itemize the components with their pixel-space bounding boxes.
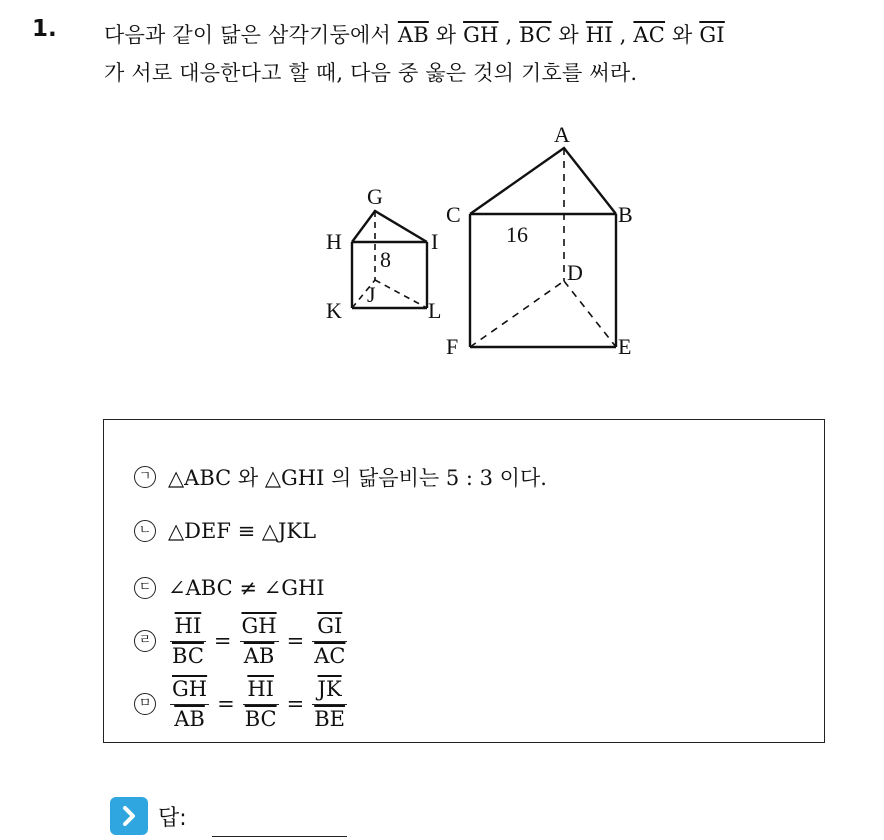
fraction-denominator: AB: [174, 707, 205, 731]
fraction-numerator: $\overline{JK}$: [317, 677, 342, 701]
fraction-denominator: BC: [172, 644, 204, 668]
vertex-label-H: H: [326, 229, 342, 254]
fraction-numerator: $\overline{HI}$: [247, 677, 274, 701]
large-prism-hidden-edges: [470, 148, 616, 347]
choice-3: [134, 576, 325, 600]
answer-blank-input[interactable]: [212, 836, 347, 837]
fraction: [243, 678, 279, 730]
fraction-denominator: BE: [314, 707, 345, 731]
chevron-right-icon: [110, 797, 148, 835]
vertex-label-B: B: [618, 202, 633, 227]
question-text-fragment: 와: [551, 23, 586, 47]
answer-label: 답:: [158, 805, 187, 831]
question-number: 1.: [32, 16, 57, 42]
vertex-label-A: A: [554, 122, 570, 147]
vertex-label-D: D: [567, 260, 583, 285]
vertex-label-C: C: [446, 202, 461, 227]
equals-sign: =: [213, 629, 232, 653]
edge-length-label-small: 8: [380, 247, 391, 272]
vertex-label-L: L: [428, 298, 442, 323]
fraction-bar: [243, 704, 279, 705]
fraction-bar: [312, 641, 347, 642]
fraction-denominator: AB: [243, 644, 275, 668]
segment-name: $\overline{HI}$: [585, 23, 613, 47]
fraction: [170, 615, 206, 667]
segment-name: $\overline{GH}$: [463, 23, 499, 47]
fraction-bar: [170, 641, 206, 642]
fraction-bar: [240, 641, 279, 642]
choice-1: [134, 462, 547, 492]
vertex-label-I: I: [431, 229, 439, 254]
choice-marker: ㄹ: [134, 630, 156, 652]
equals-sign: =: [286, 692, 305, 716]
hidden-edge-FD: [470, 281, 564, 347]
fraction-numerator: $\overline{GI}$: [317, 614, 343, 638]
choice-4: [134, 615, 349, 667]
segment-name: $\overline{AB}$: [397, 23, 429, 47]
hidden-edge-DE: [564, 281, 616, 347]
fraction: [312, 615, 347, 667]
vertex-label-J: J: [367, 282, 376, 307]
fraction-numerator: $\overline{GH}$: [172, 677, 208, 701]
segment-name: $\overline{GI}$: [699, 23, 725, 47]
choice-marker: ㄷ: [134, 577, 156, 599]
question-line-2: 가 서로 대응한다고 할 때, 다음 중 옳은 것의 기호를 써라.: [104, 61, 638, 85]
small-prism-top-triangle: [352, 211, 427, 242]
choice-5: [134, 678, 349, 730]
segment-name: $\overline{BC}$: [519, 23, 552, 47]
equals-sign: =: [217, 692, 235, 716]
vertex-label-K: K: [326, 298, 342, 323]
choice-marker: ㄴ: [134, 520, 156, 542]
large-prism-top-triangle: [470, 148, 616, 214]
vertex-label-F: F: [446, 334, 459, 359]
question-text-fragment: ,: [498, 23, 520, 47]
question-line-1: [104, 16, 874, 54]
prism-figure: [320, 118, 650, 368]
question-text-fragment: 다음과 같이 닮은 삼각기둥에서: [104, 23, 398, 47]
edge-length-label-large: 16: [506, 222, 528, 247]
question-text-fragment: ,: [612, 23, 634, 47]
question-text-fragment: 와: [665, 23, 700, 47]
choice-marker: ㅁ: [134, 693, 156, 715]
fraction: [240, 615, 279, 667]
question-text: [104, 16, 874, 92]
fraction-denominator: AC: [314, 644, 346, 668]
vertex-label-G: G: [367, 184, 383, 209]
fraction-bar: [170, 704, 209, 705]
equals-sign: =: [286, 629, 305, 653]
answer-row: [110, 797, 187, 835]
choice-text: △ABC 와 △GHI 의 닮음비는 5 : 3 이다.: [168, 466, 547, 490]
fraction-bar: [312, 704, 347, 705]
choice-2: [134, 519, 316, 543]
hidden-edge-JL: [375, 280, 427, 308]
fraction: [170, 678, 209, 730]
fraction-numerator: $\overline{GH}$: [241, 614, 277, 638]
segment-name: $\overline{AC}$: [633, 23, 666, 47]
large-prism: [470, 148, 616, 347]
question-text-fragment: 와: [428, 23, 464, 47]
choice-text: △DEF ≡ △JKL: [168, 519, 317, 543]
vertex-label-E: E: [618, 334, 632, 359]
fraction-denominator: BC: [244, 707, 277, 731]
fraction-numerator: $\overline{HI}$: [174, 614, 202, 638]
choice-marker: ㄱ: [134, 466, 156, 488]
fraction: [312, 678, 347, 730]
choice-text: ∠ABC ≠ ∠GHI: [168, 576, 325, 600]
choices-box: [103, 419, 825, 743]
